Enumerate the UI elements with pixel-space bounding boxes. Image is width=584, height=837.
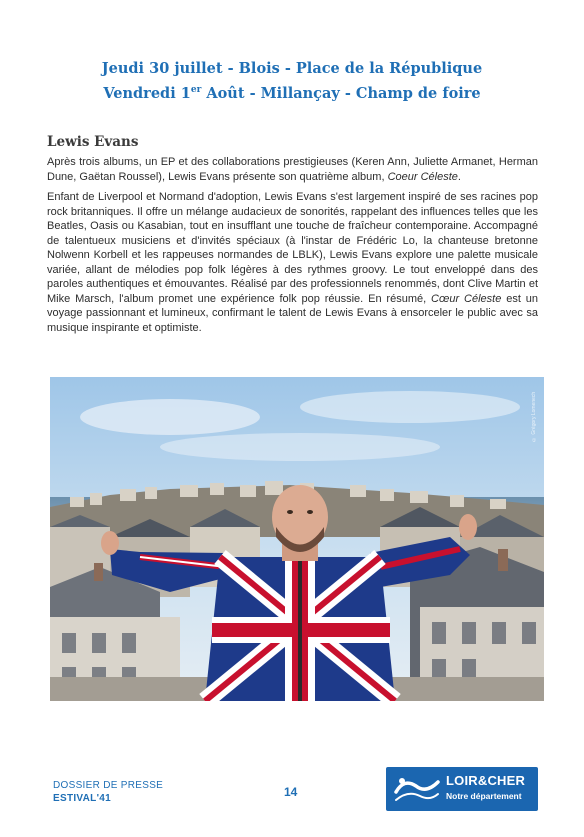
p2-text: Enfant de Liverpool et Normand d'adoption, Lewis Evans s'est largement inspiré de ses racines pop rock britanniques. Il offre un mélange audacieux de sonorités, rappelant des influences telles que les Beatles, Oasis ou Kasabian, tout en insufflant une touche de fraîcheur contemporaine. Accompagné de talentueux musiciens et d'invités spéciaux (à l'instar de Frédéric Lo, la chanteuse bretonne Nolwenn Korbell et les rappeuses normandes de LBLK), Lewis Evans explore une palette musicale variée, allant de mélodies pop folk légères à des rythmes groovy. Le tout enveloppé dans des paroles authentiques et émouvantes. Réalisé par des professionnels renommés, dont Clive Martin et Mike Marsch, l'album promet une expérience folk pop réussie. En résumé, bbox=[47, 191, 538, 305]
loir-et-cher-logo[interactable] bbox=[386, 767, 538, 811]
date-suffix: Août - Millançay - Champ de foire bbox=[201, 85, 481, 102]
footer-label bbox=[53, 779, 163, 805]
photo-illustration bbox=[50, 377, 544, 701]
date-ordinal: er bbox=[190, 85, 202, 96]
p1-text: Après trois albums, un EP et des collaborations prestigieuses (Keren Ann, Juliette Armanet, Herman Dune, Gaëtan Roussel), Lewis Evans présente son quatrième album, bbox=[47, 156, 538, 183]
logo-name: LOIR&CHER bbox=[446, 773, 526, 788]
river-logo-icon bbox=[392, 772, 442, 806]
date-prefix: Vendredi 1 bbox=[103, 85, 191, 102]
album-title-2: Cœur Céleste bbox=[431, 292, 502, 305]
paragraph-main bbox=[47, 190, 538, 335]
event-dates bbox=[0, 56, 584, 106]
date-line-millancay bbox=[0, 81, 584, 106]
photo-credit: © Grégory Lomenech bbox=[531, 391, 537, 442]
page-number: 14 bbox=[284, 785, 298, 799]
artist-photo bbox=[50, 377, 544, 701]
artist-name: Lewis Evans bbox=[47, 134, 139, 150]
article-body bbox=[47, 155, 538, 341]
p1-end: . bbox=[457, 170, 461, 183]
festival-label: ESTIVAL'41 bbox=[53, 793, 111, 804]
logo-subtitle: Notre département bbox=[446, 791, 522, 801]
album-title: Coeur Céleste bbox=[387, 170, 458, 183]
p2-end: est un voyage passionnant et lumineux, confirmant le talent de Lewis Evans à ensorceler le public avec sa musique inspirante et optimiste. bbox=[47, 292, 538, 334]
paragraph-intro bbox=[47, 155, 538, 184]
press-kit-label: DOSSIER DE PRESSE bbox=[53, 780, 164, 791]
date-line-blois: Jeudi 30 juillet - Blois - Place de la République bbox=[101, 60, 483, 77]
